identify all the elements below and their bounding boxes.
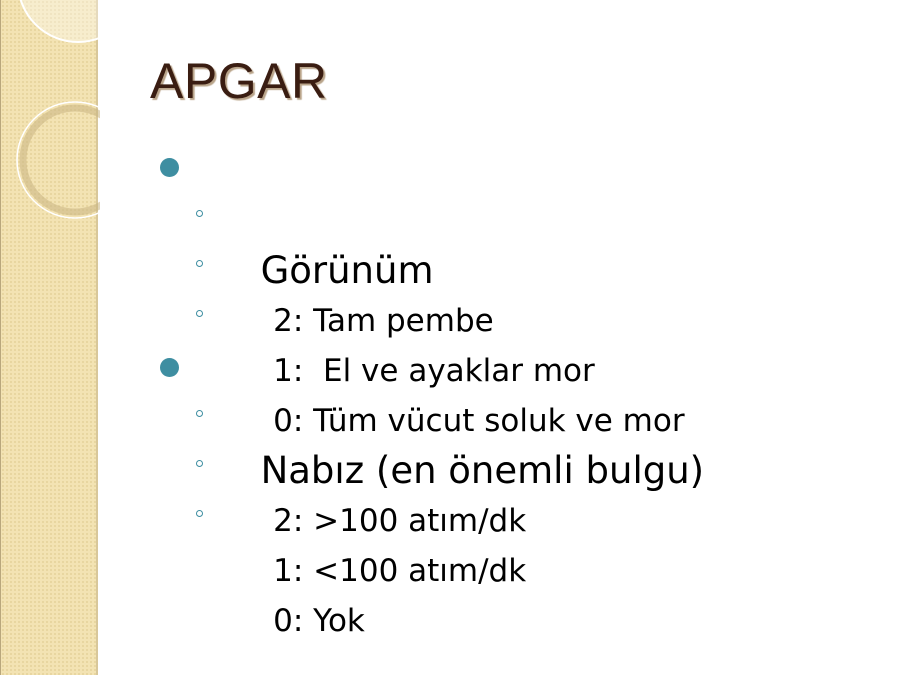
list-item-text: 2: >100 atım/dk [273, 503, 527, 539]
list-item-text: 0: Tüm vücut soluk ve mor [273, 403, 685, 439]
slide-title: APGAR [150, 53, 328, 109]
slide-content [160, 146, 880, 639]
list-item-text: 1: <100 atım/dk [273, 553, 527, 589]
bullet-ring-icon [196, 510, 203, 517]
decorative-circles [0, 0, 100, 230]
bullet-ring-icon [196, 260, 203, 267]
list-item-text: 1: El ve ayaklar mor [273, 353, 595, 389]
section-heading-label: Nabız (en önemli bulgu) [260, 449, 705, 492]
list-item-text: 2: Tam pembe [273, 303, 494, 339]
bullet-ring-icon [196, 410, 203, 417]
bullet-ring-icon [196, 310, 203, 317]
section-heading-label: Görünüm [260, 249, 434, 292]
section-heading [160, 146, 880, 292]
bullet-dot-icon [160, 358, 179, 377]
bullet-dot-icon [160, 158, 179, 177]
list-item-text: 0: Yok [273, 603, 365, 639]
bullet-ring-icon [196, 210, 203, 217]
bullet-ring-icon [196, 460, 203, 467]
